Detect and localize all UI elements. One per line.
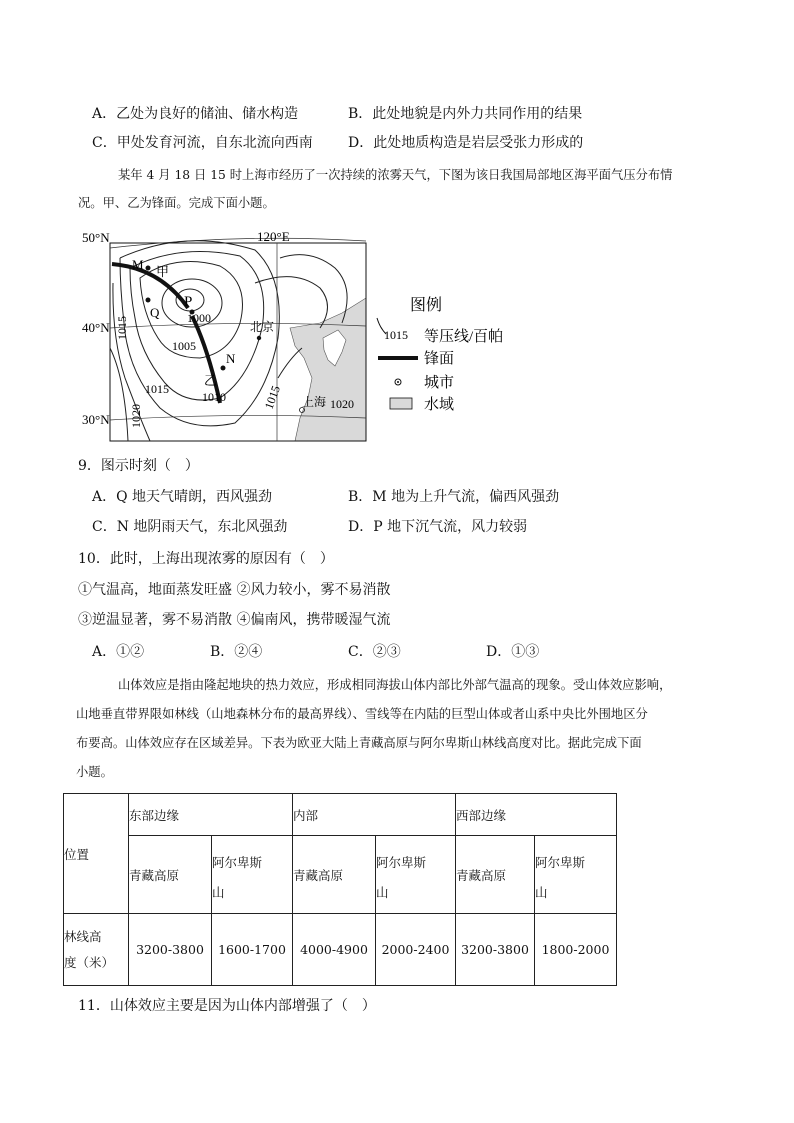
q8-option-d: D．此处地质构造是岩层受张力形成的: [348, 135, 584, 151]
label-p: P: [184, 294, 193, 310]
q10-statements-1: ①气温高，地面蒸发旺盛 ②风力较小，雾不易消散: [78, 582, 391, 598]
isobar-1015-se: [278, 348, 302, 378]
legend-water-icon: [390, 398, 412, 409]
iso-1010-label: 1010: [202, 390, 226, 404]
q8-option-a: A．乙处为良好的储油、储水构造: [92, 106, 299, 122]
q10-stem: 10．此时，上海出现浓雾的原因有（ ）: [78, 551, 334, 567]
q8-option-c: C．甲处发育河流，自东北流向西南: [92, 135, 313, 151]
label-q: Q: [150, 305, 160, 320]
iso-1005-label: 1005: [172, 339, 196, 353]
passage2-line3: 布要高。山体效应存在区域差异。下表为欧亚大陆上青藏高原与阿尔卑斯山林线高度对比。据此完成下面: [76, 736, 642, 750]
lon-120-label: 120°E: [257, 229, 290, 244]
point-m: [146, 266, 151, 271]
value-inner-alps: 2000-2400: [376, 914, 456, 986]
shanghai-label: 上海: [302, 395, 327, 409]
inner-tibet: 青藏高原: [293, 836, 376, 914]
row-label-line1: 林线高: [64, 928, 102, 944]
west-alps-line1: 阿尔卑斯: [535, 854, 586, 870]
position-header: 位置: [64, 794, 129, 914]
legend-iso-value: 1015: [384, 328, 408, 342]
inner-alps: [376, 836, 456, 914]
legend-title: 图例: [410, 297, 443, 314]
label-m: M: [132, 257, 144, 272]
row-label-line2: 度（米）: [64, 954, 115, 970]
passage1-line1: 某年 4 月 18 日 15 时上海市经历了一次持续的浓雾天气，下图为该日我国局部地区海平面气压分布情: [118, 168, 673, 182]
q9-stem: 9．图示时刻（ ）: [78, 458, 199, 474]
treeline-table: [63, 793, 617, 986]
label-n: N: [226, 351, 236, 366]
q9-option-b: B．M 地为上升气流，偏西风强劲: [348, 489, 560, 505]
west-header: 西部边缘: [456, 794, 617, 836]
beijing-marker: [257, 336, 261, 340]
q10-option-b: B．②④: [210, 644, 263, 660]
point-n: [221, 366, 226, 371]
east-alps-line1: 阿尔卑斯: [212, 854, 263, 870]
value-west-alps: 1800-2000: [535, 914, 617, 986]
q9-option-d: D．P 地下沉气流，风力较弱: [348, 519, 528, 535]
legend-iso-label: 等压线/百帕: [424, 329, 504, 345]
east-tibet: 青藏高原: [129, 836, 212, 914]
label-jia: 甲: [156, 264, 170, 279]
iso-1020-label-b: 1020: [330, 397, 354, 411]
point-q: [146, 298, 151, 303]
legend-water-label: 水域: [424, 397, 455, 413]
map-legend: [372, 290, 532, 420]
row-label: [64, 914, 129, 986]
q9-option-c: C．N 地阴雨天气，东北风强劲: [92, 519, 288, 535]
pressure-map: [80, 228, 380, 443]
east-alps: [212, 836, 293, 914]
east-alps-line2: 山: [212, 884, 225, 900]
q8-option-b: B．此处地貌是内外力共同作用的结果: [348, 106, 583, 122]
west-alps-line2: 山: [535, 884, 548, 900]
west-tibet: 青藏高原: [456, 836, 535, 914]
legend-front-label: 锋面: [424, 351, 455, 367]
legend-city-label: 城市: [424, 375, 455, 391]
q10-statements-2: ③逆温显著，雾不易消散 ④偏南风，携带暖湿气流: [78, 612, 391, 628]
value-west-tibet: 3200-3800: [456, 914, 535, 986]
lat-40-label: 40°N: [82, 320, 110, 335]
value-east-alps: 1600-1700: [212, 914, 293, 986]
iso-1020-label-a: 1020: [129, 404, 143, 428]
q9-option-a: A．Q 地天气晴朗，西风强劲: [92, 489, 273, 505]
q10-option-c: C．②③: [348, 644, 401, 660]
iso-1000-label: 1000: [187, 311, 211, 325]
passage2-line1: 山体效应是指由隆起地块的热力效应，形成相同海拔山体内部比外部气温高的现象。受山体效应影响，: [118, 678, 672, 692]
iso-1015-label-b: 1015: [115, 316, 129, 340]
value-east-tibet: 3200-3800: [129, 914, 212, 986]
isobar-outer-2: [110, 348, 128, 441]
q11-stem: 11．山体效应主要是因为山体内部增强了（ ）: [78, 998, 376, 1014]
water-area: [290, 298, 366, 441]
inner-alps-line1: 阿尔卑斯: [376, 854, 427, 870]
iso-1015-label-c: 1015: [261, 383, 284, 412]
lat-50-label: 50°N: [82, 230, 110, 245]
isobar-east: [280, 255, 347, 323]
label-yi: 乙: [204, 373, 218, 388]
passage2-line2: 山地垂直带界限如林线（山地森林分布的最高界线）、雪线等在内陆的巨型山体或者山系中央比外围地区分: [76, 707, 648, 721]
west-alps: [535, 836, 617, 914]
q10-option-d: D．①③: [486, 644, 540, 660]
lat-30-label: 30°N: [82, 412, 110, 427]
q10-option-a: A．①②: [92, 644, 145, 660]
beijing-label: 北京: [250, 320, 275, 334]
passage2-line4: 小题。: [76, 765, 113, 779]
east-header: 东部边缘: [129, 794, 293, 836]
value-inner-tibet: 4000-4900: [293, 914, 376, 986]
inner-header: 内部: [293, 794, 456, 836]
passage1-line2: 况。甲、乙为锋面。完成下面小题。: [78, 196, 275, 210]
iso-1015-label-a: 1015: [145, 382, 169, 396]
inner-alps-line2: 山: [376, 884, 389, 900]
